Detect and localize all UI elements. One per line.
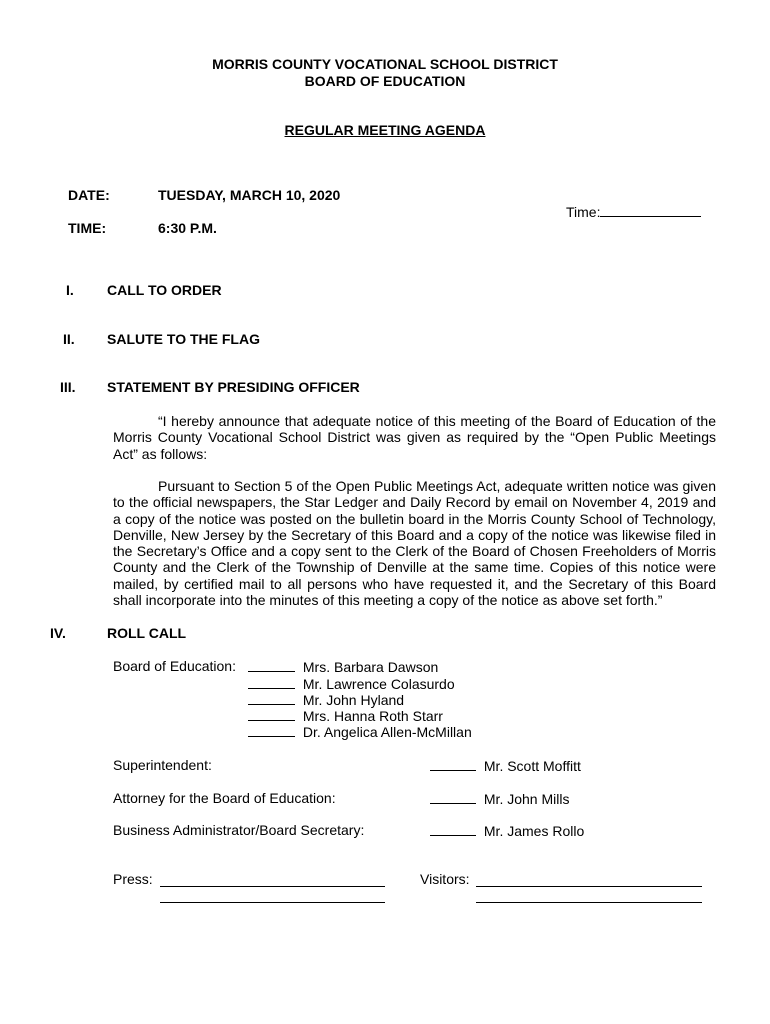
official-role-business-administrator: Business Administrator/Board Secretary: (113, 822, 365, 838)
visitors-line-1 (476, 886, 702, 887)
section-title-roll-call: ROLL CALL (107, 625, 187, 641)
official-role-superintendent: Superintendent: (113, 757, 212, 773)
time-blank-label: Time: (566, 204, 601, 220)
press-label: Press: (113, 871, 153, 887)
agenda-title: REGULAR MEETING AGENDA (284, 122, 486, 138)
time-blank-field (566, 203, 701, 220)
time-label: TIME: (68, 220, 107, 236)
section-title-salute-flag: SALUTE TO THE FLAG (107, 331, 260, 347)
district-name: MORRIS COUNTY VOCATIONAL SCHOOL DISTRICT (212, 56, 558, 72)
attendance-line (430, 790, 476, 804)
official-role-attorney: Attorney for the Board of Education: (113, 790, 336, 806)
member-name: Mr. John Hyland (302, 692, 405, 708)
member-name: Mrs. Barbara Dawson (302, 659, 439, 675)
official-row (430, 790, 569, 807)
section-title-statement: STATEMENT BY PRESIDING OFFICER (107, 379, 360, 395)
member-name: Mr. Lawrence Colasurdo (302, 676, 455, 692)
press-line-2 (160, 902, 385, 903)
official-row (430, 757, 581, 774)
member-row (248, 707, 443, 724)
official-name: Mr. Scott Moffitt (483, 758, 581, 774)
member-row (248, 675, 455, 692)
member-name: Mrs. Hanna Roth Starr (302, 708, 443, 724)
member-name: Dr. Angelica Allen-McMillan (302, 724, 472, 740)
visitors-line-2 (476, 902, 702, 903)
official-name: Mr. James Rollo (483, 823, 585, 839)
section-num-4: IV. (50, 625, 66, 641)
section-num-3: III. (60, 379, 76, 395)
visitors-label: Visitors: (420, 871, 470, 887)
official-name: Mr. John Mills (483, 791, 570, 807)
date-label: DATE: (68, 187, 110, 203)
attendance-line (248, 658, 295, 672)
official-row (430, 822, 584, 839)
statement-paragraph-1 (113, 413, 716, 462)
time-blank-line (600, 203, 701, 217)
attendance-line (430, 757, 476, 771)
date-value: TUESDAY, MARCH 10, 2020 (158, 187, 341, 203)
attendance-line (248, 675, 295, 689)
statement-paragraph-2 (113, 478, 716, 608)
statement-text-2: Pursuant to Section 5 of the Open Public Meetings Act, adequate written notice was given to the official newspapers, the Star Ledger and Daily Record by email on November 4, 2019 and a copy of the notice was posted on the bulletin board in the Morris County School of Technology, Denville, New Jersey by the Secretary of this Board and a copy of the notice was likewise filed in the Secretary’s Office and a copy sent to the Clerk of the Board of Chosen Freeholders of Morris County and the Clerk of the Township of Denville at the same time. Copies of this notice were mailed, by certified mail to all persons who have requested it, and the Secretary of this Board shall incorporate into the minutes of this meeting a copy of the notice as above set forth.” (113, 478, 716, 609)
member-row (248, 723, 472, 740)
section-num-2: II. (63, 331, 75, 347)
board-name: BOARD OF EDUCATION (304, 73, 466, 89)
time-value: 6:30 P.M. (158, 220, 217, 236)
member-row (248, 691, 404, 708)
section-title-call-to-order: CALL TO ORDER (107, 282, 222, 298)
member-row (248, 658, 438, 675)
attendance-line (248, 723, 295, 737)
attendance-line (430, 822, 476, 836)
statement-text-1: “I hereby announce that adequate notice of this meeting of the Board of Education of the Morris County Vocational School District was given as required by the “Open Public Meetings Act” as follows: (113, 413, 716, 462)
section-num-1: I. (66, 282, 74, 298)
attendance-line (248, 707, 295, 721)
press-line-1 (160, 886, 385, 887)
board-of-education-label: Board of Education: (113, 658, 236, 674)
attendance-line (248, 691, 295, 705)
